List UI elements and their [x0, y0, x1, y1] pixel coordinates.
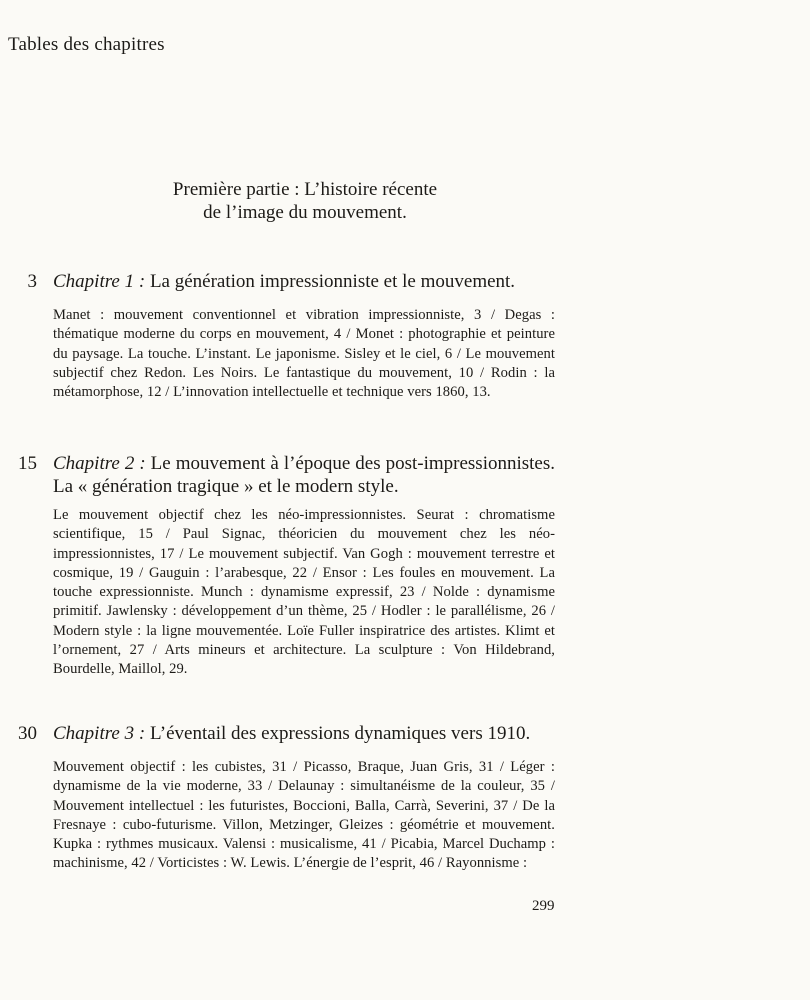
- chapter-label: Chapitre 3 :: [53, 723, 146, 744]
- running-head: Tables des chapitres: [8, 34, 165, 55]
- chapter-page-number: 15: [18, 453, 37, 474]
- part-title-line-2: de l’image du mouvement.: [203, 202, 407, 223]
- part-title-line-1: Première partie : L’histoire récente: [172, 179, 438, 200]
- chapter-heading: [53, 452, 555, 498]
- chapter-title: L’éventail des expressions dynamiques vers 1910.: [149, 723, 531, 744]
- chapter-title: La génération impressionniste et le mouvement.: [149, 271, 516, 292]
- chapter-title: Le mouvement à l’époque des post-impressionnistes. La « génération tragique » et le modern style.: [53, 453, 556, 497]
- chapter-heading: [53, 270, 555, 293]
- part-title: [0, 178, 610, 224]
- page-number: 299: [532, 898, 555, 914]
- chapter-label: Chapitre 1 :: [53, 271, 146, 292]
- chapter-page-number: 3: [27, 271, 37, 292]
- chapter-heading: [53, 722, 555, 745]
- chapter-page-number: 30: [18, 723, 37, 744]
- chapter-summary: Mouvement objectif : les cubistes, 31 / Picasso, Braque, Juan Gris, 31 / Léger : dynamisme de la vie moderne, 33 / Delaunay : simultanéisme de la couleur, 35 / Mouvement intellectuel : les futuristes, Boccioni, Balla, Carrà, Severini, 37 / De la Fresnaye : cubo-futurisme. Villon, Metzinger, Gleizes : géométrie et mouvement. Kupka : rythmes musicaux. Valensi : musicalisme, 41 / Picabia, Marcel Duchamp : machinisme, 42 / Vorticistes : W. Lewis. L’énergie de l’esprit, 46 / Rayonnisme :: [53, 759, 555, 872]
- chapter-summary: Manet : mouvement conventionnel et vibration impressionniste, 3 / Degas : thématique moderne du corps en mouvement, 4 / Monet : photographie et peinture du paysage. La touche. L’instant. Le japonisme. Sisley et le ciel, 6 / Le mouvement subjectif chez Redon. Les Noirs. Le fantastique du mouvement, 10 / Rodin : la métamorphose, 12 / L’innovation intellectuelle et technique vers 1860, 13.: [53, 307, 555, 401]
- chapter-label: Chapitre 2 :: [53, 453, 146, 474]
- chapter-summary: Le mouvement objectif chez les néo-impressionnistes. Seurat : chromatisme scientifique, 15 / Paul Signac, théoricien du mouvement chez les néo-impressionnistes, 17 / Le mouvement subjectif. Van Gogh : mouvement terrestre et cosmique, 19 / Gauguin : l’arabesque, 22 / Ensor : Les foules en mouvement. La touche expressionniste. Munch : dynamisme expressif, 23 / Nolde : dynamisme primitif. Jawlensky : développement d’un thème, 25 / Hodler : le parallélisme, 26 / Modern style : la ligne mouvementée. Loïe Fuller inspiratrice des artistes. Klimt et l’ornement, 27 / Arts mineurs et architecture. La sculpture : Von Hildebrand, Bourdelle, Maillol, 29.: [53, 507, 555, 678]
